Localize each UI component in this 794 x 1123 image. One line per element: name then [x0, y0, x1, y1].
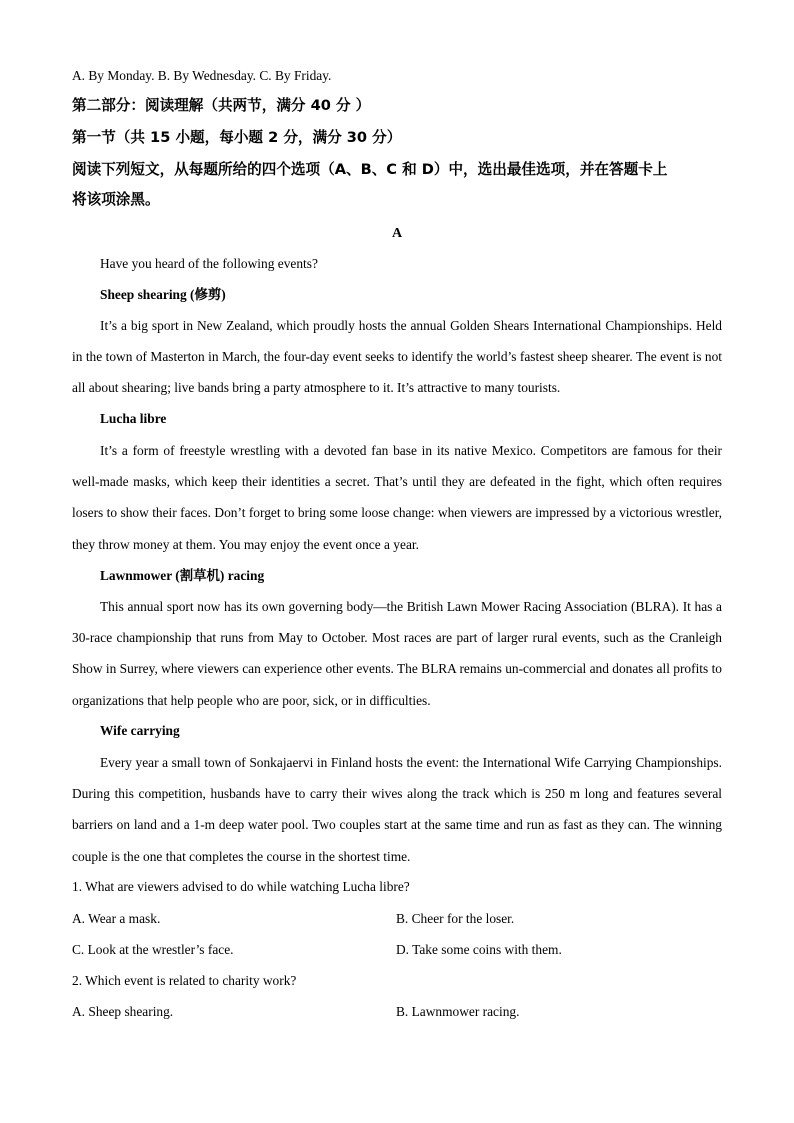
event-title-lucha-libre: Lucha libre: [100, 411, 167, 426]
question-1-stem: 1. What are viewers advised to do while watching Lucha libre?: [72, 879, 410, 894]
event-text-lawnmower-racing: This annual sport now has its own governing body—the British Lawn Mower Racing Association (BLRA). It has a 30-race championship that runs from May to October. Most races are part of larger rural events, such as the Cranleigh Show in Surrey, where viewers can experience other events. The BLRA remains un-commercial and donates all profits to organizations that help people who are poor, sick, or in difficulties.: [72, 599, 722, 708]
event-text-lucha-libre: It’s a form of freestyle wrestling with a devoted fan base in its native Mexico. Competitors are famous for their well-made masks, which keep their identities a secret. That’s until they are defeated in the fight, which often requires losers to show their faces. Don’t forget to bring some loose change: when viewers are impressed by a victorious wrestler, they throw money at them. You may enjoy the event once a year.: [72, 443, 722, 552]
event-title-lawnmower-racing: Lawnmower (割草机) racing: [100, 568, 265, 583]
instruction-line-2: 将该项涂黑。: [72, 191, 160, 208]
question-1-option-a: A. Wear a mask.: [72, 911, 161, 926]
question-2-option-b: B. Lawnmower racing.: [396, 1004, 520, 1019]
section-title: 第一节（共 15 小题，每小题 2 分，满分 30 分）: [72, 129, 402, 146]
part-title: 第二部分：阅读理解（共两节，满分 40 分 ）: [72, 97, 371, 114]
passage-label: A: [391, 226, 403, 241]
passage-intro: Have you heard of the following events?: [100, 256, 318, 271]
question-1-option-d: D. Take some coins with them.: [396, 942, 562, 957]
instruction-line-1: 阅读下列短文，从每题所给的四个选项（A、B、C 和 D）中，选出最佳选项，并在答题卡上: [72, 161, 668, 178]
event-title-wife-carrying: Wife carrying: [100, 723, 180, 738]
event-text-wife-carrying: Every year a small town of Sonkajaervi in Finland hosts the event: the International Wife Carrying Championships. During this competition, husbands have to carry their wives along the track which is 250 m long and features several barriers on land and a 1-m deep water pool. Two couples start at the same time and run as fast as they can. The winning couple is the one that completes the course in the shortest time.: [72, 755, 722, 864]
event-title-sheep-shearing: Sheep shearing (修剪): [100, 287, 226, 302]
question-2-stem: 2. Which event is related to charity work?: [72, 973, 297, 988]
question-2-option-a: A. Sheep shearing.: [72, 1004, 174, 1019]
event-text-sheep-shearing: It’s a big sport in New Zealand, which proudly hosts the annual Golden Shears International Championships. Held in the town of Masterton in March, the four-day event seeks to identify the world’s fastest sheep shearer. The event is not all about shearing; live bands bring a party atmosphere to it. It’s attractive to many tourists.: [72, 318, 722, 396]
question-1-option-b: B. Cheer for the loser.: [396, 911, 515, 926]
question-1-option-c: C. Look at the wrestler’s face.: [72, 942, 234, 957]
top-options: A. By Monday. B. By Wednesday. C. By Friday.: [72, 68, 332, 83]
